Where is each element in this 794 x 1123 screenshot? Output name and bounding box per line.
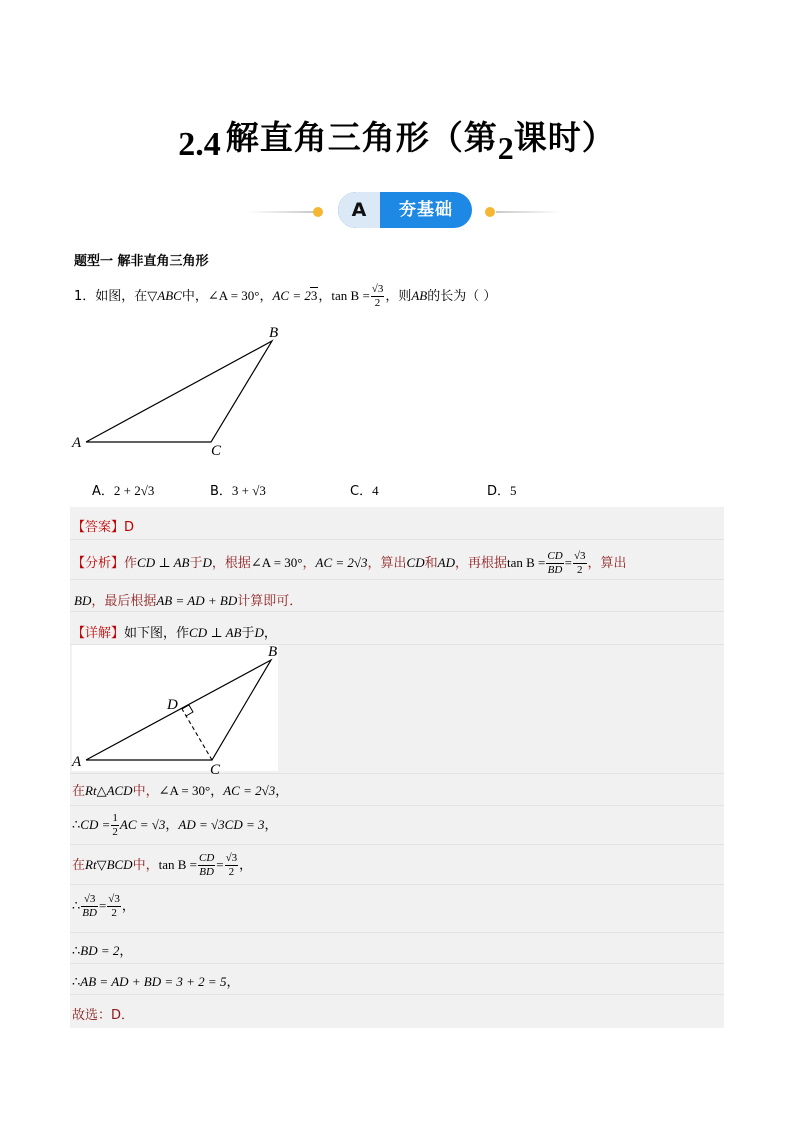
math-angle: ∠A = 30° [158,783,211,798]
question-text: ，则 [385,289,412,305]
fraction-denominator: 2 [112,826,118,839]
detail-text: ， [263,626,277,641]
altitude-cd [182,709,212,760]
vertex-label-d: D [167,697,178,713]
fraction-denominator: 2 [374,297,381,310]
angle-given: ∠A = 30° [207,288,260,304]
fraction-numerator: √3 [107,893,121,907]
question-text: 的长为（ ） [427,289,497,305]
detail-line [72,622,277,641]
analysis-text: ， [302,556,316,572]
option-value: 3 + √3 [231,483,266,498]
step-text: ， [264,818,278,834]
therefore-symbol: ∴ [72,943,81,958]
step-4 [72,893,135,920]
math-equals: = [216,857,224,873]
fraction-denominator: 2 [228,866,235,879]
question-1 [74,283,496,310]
question-text: 如图，在 [95,289,148,305]
row-divider [70,932,724,933]
title-number: 2.4 [178,126,221,163]
row-divider [70,805,724,806]
step-text: ， [210,784,224,799]
vertex-label-b: B [269,325,279,341]
vertex-label-c: C [211,443,222,458]
fraction-numerator: 1 [111,812,119,826]
detail-text: 于 [241,626,255,641]
triangle-outline [86,660,271,760]
triangle-name: ▽ABC [147,288,182,304]
fraction-numerator: CD [198,852,215,866]
fraction-root3-bd [81,893,98,920]
row-divider [70,963,724,964]
step-text: 中， [132,784,159,799]
answer-tag: 【答案】 [72,520,125,535]
title-lesson-number: 2 [497,130,514,166]
detail-text: 如下图，作 [124,626,190,641]
fraction-denominator: 2 [577,564,583,577]
section-title: 题型一 解非直角三角形 [74,254,209,269]
analysis-line-1 [72,550,627,577]
therefore-symbol: ∴ [72,974,81,989]
math-angle: ∠A = 30° [250,555,303,571]
question-number: 1． [74,289,96,305]
fraction-half [111,812,119,839]
fraction-root3-2 [107,893,121,920]
math-cd: CD [406,555,425,571]
fraction-numerator: √3 [371,283,385,297]
fraction-numerator: √3 [225,852,239,866]
analysis-text: 于 [189,556,203,572]
therefore-symbol: ∴ [72,898,81,914]
step-text: 在 [72,858,86,874]
page-title [0,112,794,167]
option-c[interactable] [350,480,379,499]
question-text: ， [318,289,332,305]
math-ac: AC = 2√3 [315,555,368,571]
step-text: ， [226,975,240,990]
step-text: ， [239,858,253,874]
math-triangle: Rt△ACD [85,783,133,798]
option-b[interactable] [210,480,266,499]
badge-left-dot [313,207,323,217]
fraction-root3-2 [573,550,587,577]
conclusion-text: 故选：D． [72,1008,135,1023]
step-5 [72,940,132,959]
option-value: 4 [372,483,379,498]
step-1 [72,780,288,799]
math-tan-b: tan B = [158,857,197,873]
math-d: D [202,555,212,571]
figure-triangle-abc [68,322,298,458]
side-ac-given: AC = 2 [272,288,311,304]
analysis-text: 作 [124,556,138,572]
math-ab-sum: AB = AD + BD [156,593,238,608]
detail-tag: 【详解】 [72,626,125,641]
math-tan-b: tan B = [506,555,546,571]
fraction-denominator: BD [199,866,214,879]
figure-triangle-abc-with-altitude [70,643,286,778]
step-text: ， [165,818,179,834]
analysis-text: ，最后根据 [91,594,157,609]
row-divider [70,844,724,845]
badge-left-line [248,211,314,213]
step-2 [72,812,278,839]
fraction-numerator: √3 [573,550,587,564]
fraction-cd-bd [546,550,563,577]
option-label: B． [210,484,232,499]
fraction-denominator: BD [547,564,563,577]
row-divider [70,611,724,612]
step-7-conclusion [72,1004,134,1023]
step-text: 在 [72,784,86,799]
math-ad-value: AD = √3CD = 3 [178,817,265,833]
row-divider [70,539,724,540]
radical-3: 3 [310,288,318,304]
analysis-tag: 【分析】 [72,556,125,572]
tan-b-label: tan B = [331,288,370,304]
vertex-label-b: B [268,644,278,660]
step-6 [72,971,239,990]
math-cd: CD = [80,817,111,833]
option-label: A． [92,484,114,499]
math-cd-perp-ab: CD ⊥ AB [189,625,242,640]
analysis-text: 计算即可． [237,594,303,609]
title-text: 解直角三角形（第 [225,118,498,157]
side-ab: AB [411,288,428,304]
analysis-line-2 [74,590,302,609]
tan-b-fraction [371,283,385,310]
badge-label: 夯基础 [399,200,453,220]
badge-right-line [496,211,562,213]
option-a[interactable] [92,480,154,499]
math-bd-value: BD = 2 [80,943,120,958]
option-label: C． [350,484,373,499]
question-text: 中， [181,289,208,305]
option-label: D． [487,484,511,499]
vertex-label-a: A [72,754,82,770]
analysis-text: 和 [424,556,438,572]
vertex-label-c: C [210,762,221,778]
section-badge [338,192,472,228]
fraction-root3-2 [225,852,239,879]
math-equals: = [98,898,107,914]
math-bd: BD [74,593,92,608]
step-text: ， [119,944,133,959]
math-d: D [254,625,264,640]
vertex-label-a: A [72,435,82,451]
fraction-denominator: BD [82,907,97,920]
triangle-outline [86,341,272,442]
fraction-cd-bd [198,852,215,879]
step-text: 中， [132,858,159,874]
math-ad: AD [437,555,455,571]
question-text: ， [259,289,273,305]
row-divider [70,884,724,885]
option-d[interactable] [487,480,517,499]
step-3 [72,852,252,879]
answer-line [72,516,134,535]
row-divider [70,579,724,580]
math-ab-value: AB = AD + BD = 3 + 2 = 5 [80,974,227,989]
math-ac-value: AC = √3 [119,817,166,833]
math-cd-perp-ab: CD ⊥ AB [137,555,190,571]
analysis-text: ，根据 [211,556,251,572]
option-value: 2 + 2√3 [113,483,155,498]
math-ac: AC = 2√3 [223,783,276,798]
badge-letter: A [338,192,380,228]
analysis-text: ，算出 [587,556,627,572]
analysis-text: ，算出 [367,556,407,572]
fraction-numerator: CD [546,550,563,564]
option-value: 5 [510,483,517,498]
step-text: ， [121,899,135,915]
answer-value: D [124,520,135,535]
fraction-numerator: √3 [81,893,98,907]
math-equals: = [564,555,572,571]
row-divider [70,994,724,995]
therefore-symbol: ∴ [72,817,81,833]
title-text-end: 课时） [513,118,616,157]
math-triangle: Rt▽BCD [85,857,133,873]
badge-right-dot [485,207,495,217]
step-text: ， [275,784,289,799]
analysis-text: ，再根据 [454,556,507,572]
fraction-denominator: 2 [111,907,117,920]
